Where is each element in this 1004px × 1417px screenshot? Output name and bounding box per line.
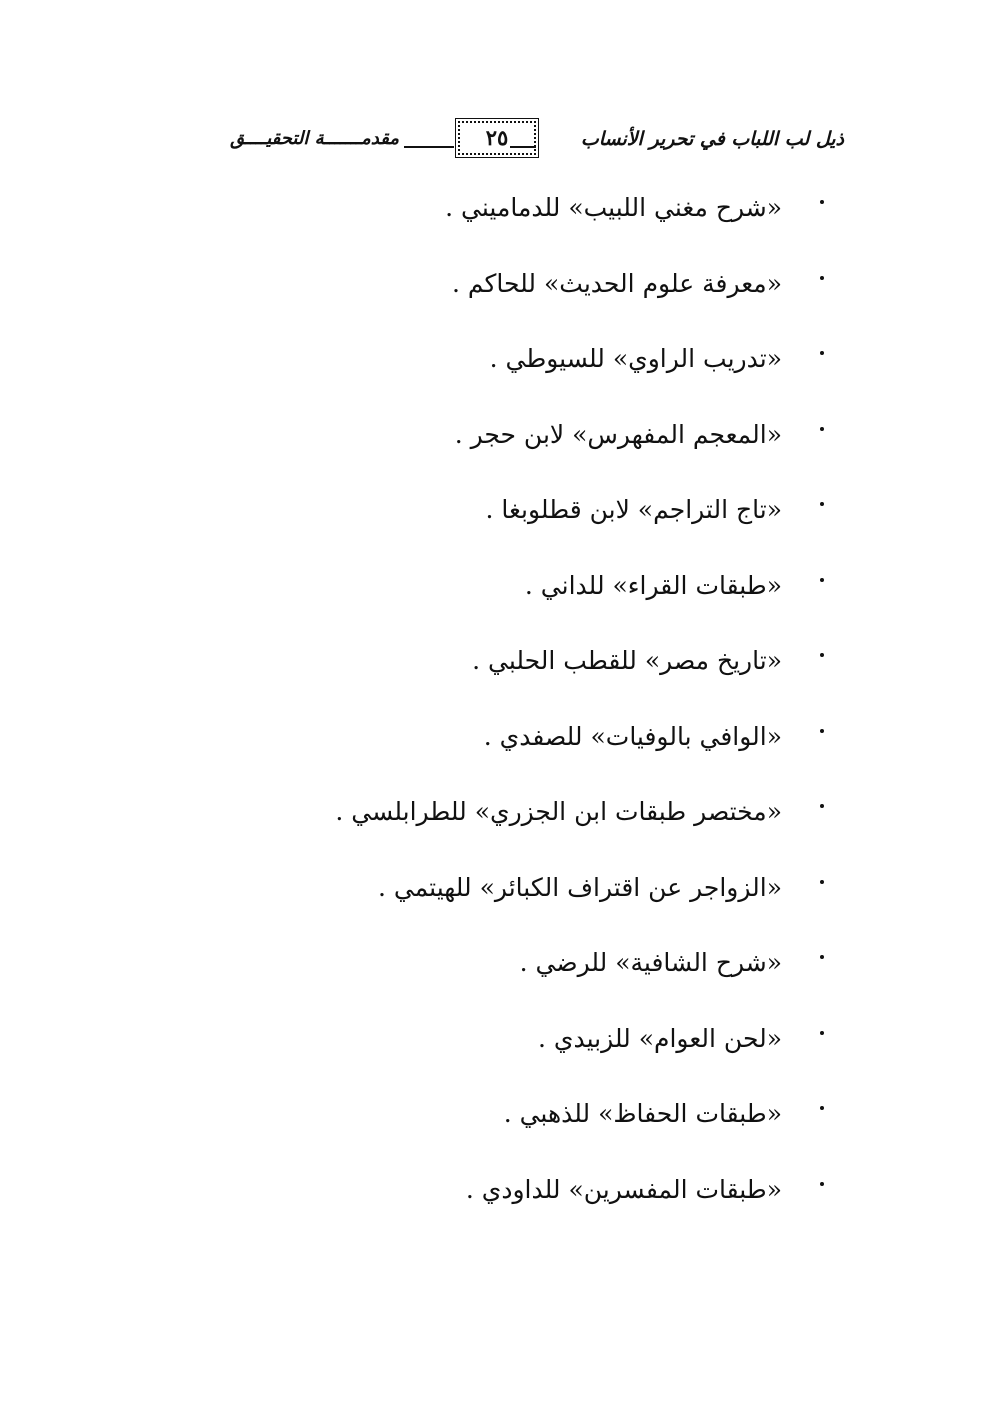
- book-list: [335, 180, 824, 1237]
- list-item: [335, 935, 824, 1011]
- list-item-text: «شرح مغني اللبيب» للدماميني .: [445, 193, 782, 222]
- bullet-icon: [820, 1106, 824, 1110]
- bullet-icon: [820, 276, 824, 280]
- list-item: [335, 709, 824, 785]
- list-item-text: «الوافي بالوفيات» للصفدي .: [483, 721, 782, 751]
- list-item: [335, 331, 824, 407]
- bullet-icon: [820, 1182, 824, 1186]
- header-rule: [510, 146, 536, 148]
- list-item: [335, 256, 824, 332]
- bullet-icon: [820, 653, 824, 657]
- list-item: [335, 1011, 824, 1087]
- list-item-text: «معرفة علوم الحديث» للحاكم .: [451, 268, 782, 298]
- bullet-icon: [820, 1031, 824, 1035]
- bullet-icon: [820, 955, 824, 959]
- running-header: [160, 118, 844, 168]
- bullet-icon: [820, 427, 824, 431]
- list-item: [335, 784, 824, 860]
- list-item: [335, 860, 824, 936]
- list-item-text: «طبقات القراء» للداني .: [524, 570, 782, 600]
- page-number: ٢٥: [458, 121, 536, 155]
- list-item: [335, 633, 824, 709]
- bullet-icon: [820, 880, 824, 884]
- list-item-text: «مختصر طبقات ابن الجزري» للطرابلسي .: [335, 797, 782, 826]
- list-item-text: «طبقات المفسرين» للداودي .: [465, 1174, 782, 1204]
- list-item: [335, 180, 824, 256]
- section-title: مقدمـــــــة التحقيــــق: [230, 128, 399, 149]
- list-item: [335, 1162, 824, 1238]
- bullet-icon: [820, 578, 824, 582]
- list-item-text: «طبقات الحفاظ» للذهبي .: [503, 1099, 782, 1128]
- bullet-icon: [820, 729, 824, 733]
- bullet-icon: [820, 502, 824, 506]
- list-item-text: «تاج التراجم» لابن قطلوبغا .: [485, 495, 782, 524]
- list-item-text: «تدريب الراوي» للسيوطي .: [489, 344, 782, 373]
- list-item: [335, 482, 824, 558]
- list-item-text: «تاريخ مصر» للقطب الحلبي .: [472, 646, 782, 675]
- list-item: [335, 407, 824, 483]
- bullet-icon: [820, 804, 824, 808]
- list-item-text: «الزواجر عن اقتراف الكبائر» للهيتمي .: [377, 872, 782, 902]
- list-item: [335, 1086, 824, 1162]
- bullet-icon: [820, 200, 824, 204]
- list-item-text: «لحن العوام» للزبيدي .: [537, 1023, 782, 1053]
- header-rule: [404, 146, 454, 148]
- list-item-text: «المعجم المفهرس» لابن حجر .: [454, 419, 782, 449]
- list-item-text: «شرح الشافية» للرضي .: [519, 948, 782, 977]
- book-title: ذيل لب اللباب في تحرير الأنساب: [580, 128, 844, 150]
- bullet-icon: [820, 351, 824, 355]
- list-item: [335, 558, 824, 634]
